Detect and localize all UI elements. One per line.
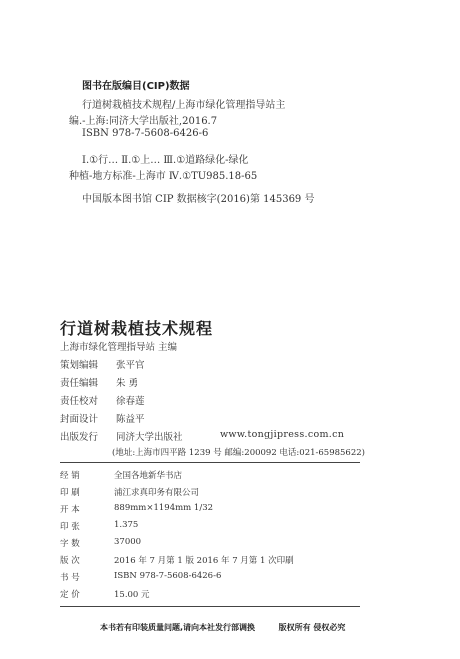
spec-row-printer bbox=[60, 486, 380, 498]
footer bbox=[100, 622, 345, 633]
spec-row-edition bbox=[60, 554, 390, 566]
spec-label: 版 次 bbox=[60, 556, 80, 566]
spec-value: 37000 bbox=[114, 537, 142, 547]
spec-row-price bbox=[60, 588, 380, 600]
spec-row-format bbox=[60, 503, 380, 515]
staff-row-planning bbox=[60, 357, 360, 369]
spec-row-distributor bbox=[60, 469, 380, 481]
spec-row-sheets bbox=[60, 520, 380, 532]
divider bbox=[60, 462, 360, 463]
spec-row-word-count bbox=[60, 537, 380, 549]
spec-value: 浦江求真印务有限公司 bbox=[114, 488, 200, 498]
spec-value: 全国各地新华书店 bbox=[114, 471, 183, 481]
staff-value: 朱 勇 bbox=[116, 378, 139, 389]
spec-label: 开 本 bbox=[60, 505, 80, 515]
publisher-address: (地址:上海市四平路 1239 号 邮编:200092 电话:021-65985622) bbox=[112, 448, 365, 458]
staff-row-cover-design bbox=[60, 411, 360, 423]
footer-notice: 本书若有印装质量问题,请向本社发行部调换 bbox=[100, 623, 256, 632]
staff-row-proofreader bbox=[60, 393, 360, 405]
spec-value: 15.00 元 bbox=[114, 590, 150, 600]
book-editor: 上海市绿化管理指导站 主编 bbox=[60, 342, 178, 353]
book-title: 行道树栽植技术规程 bbox=[60, 319, 214, 338]
spec-label: 印 张 bbox=[60, 522, 80, 532]
cip-line-subject: 种植-地方标准-上海市 Ⅳ.①TU985.18-65 bbox=[69, 171, 258, 182]
spec-label: 经 销 bbox=[60, 471, 80, 481]
footer-rights: 版权所有 侵权必究 bbox=[278, 623, 346, 632]
spec-value: ISBN 978-7-5608-6426-6 bbox=[114, 571, 222, 581]
publisher-label: 出版发行 bbox=[60, 432, 99, 443]
spec-value: 2016 年 7 月第 1 版 2016 年 7 月第 1 次印刷 bbox=[114, 556, 294, 566]
spec-label: 印 刷 bbox=[60, 488, 80, 498]
publisher-url: www.tongjipress.com.cn bbox=[220, 429, 345, 440]
spec-value: 1.375 bbox=[114, 520, 139, 530]
spec-label: 书 号 bbox=[60, 573, 80, 583]
staff-value: 陈益平 bbox=[116, 414, 145, 425]
staff-value: 张平官 bbox=[116, 360, 145, 371]
staff-label: 策划编辑 bbox=[60, 360, 99, 371]
staff-label: 责任编辑 bbox=[60, 378, 99, 389]
spec-label: 字 数 bbox=[60, 539, 80, 549]
spec-row-isbn bbox=[60, 571, 380, 583]
spec-label: 定 价 bbox=[60, 590, 80, 600]
staff-value: 徐春莲 bbox=[116, 396, 145, 407]
cip-line-classification: Ⅰ.①行… Ⅱ.①上… Ⅲ.①道路绿化-绿化 bbox=[82, 155, 249, 166]
cip-heading: 图书在版编目(CIP)数据 bbox=[82, 81, 190, 92]
cip-line-isbn: ISBN 978-7-5608-6426-6 bbox=[82, 128, 209, 139]
publisher-name: 同济大学出版社 bbox=[116, 432, 183, 443]
publisher-row bbox=[60, 429, 390, 441]
cip-line-publisher: 编.-上海:同济大学出版社,2016.7 bbox=[69, 116, 218, 127]
staff-label: 责任校对 bbox=[60, 396, 99, 407]
staff-row-editor bbox=[60, 375, 360, 387]
spec-value: 889mm×1194mm 1/32 bbox=[114, 503, 214, 513]
cip-line-data-number: 中国版本图书馆 CIP 数据核字(2016)第 145369 号 bbox=[82, 194, 315, 205]
cip-line-title-editor: 行道树栽植技术规程/上海市绿化管理指导站主 bbox=[82, 100, 286, 111]
divider bbox=[60, 606, 360, 607]
staff-label: 封面设计 bbox=[60, 414, 99, 425]
